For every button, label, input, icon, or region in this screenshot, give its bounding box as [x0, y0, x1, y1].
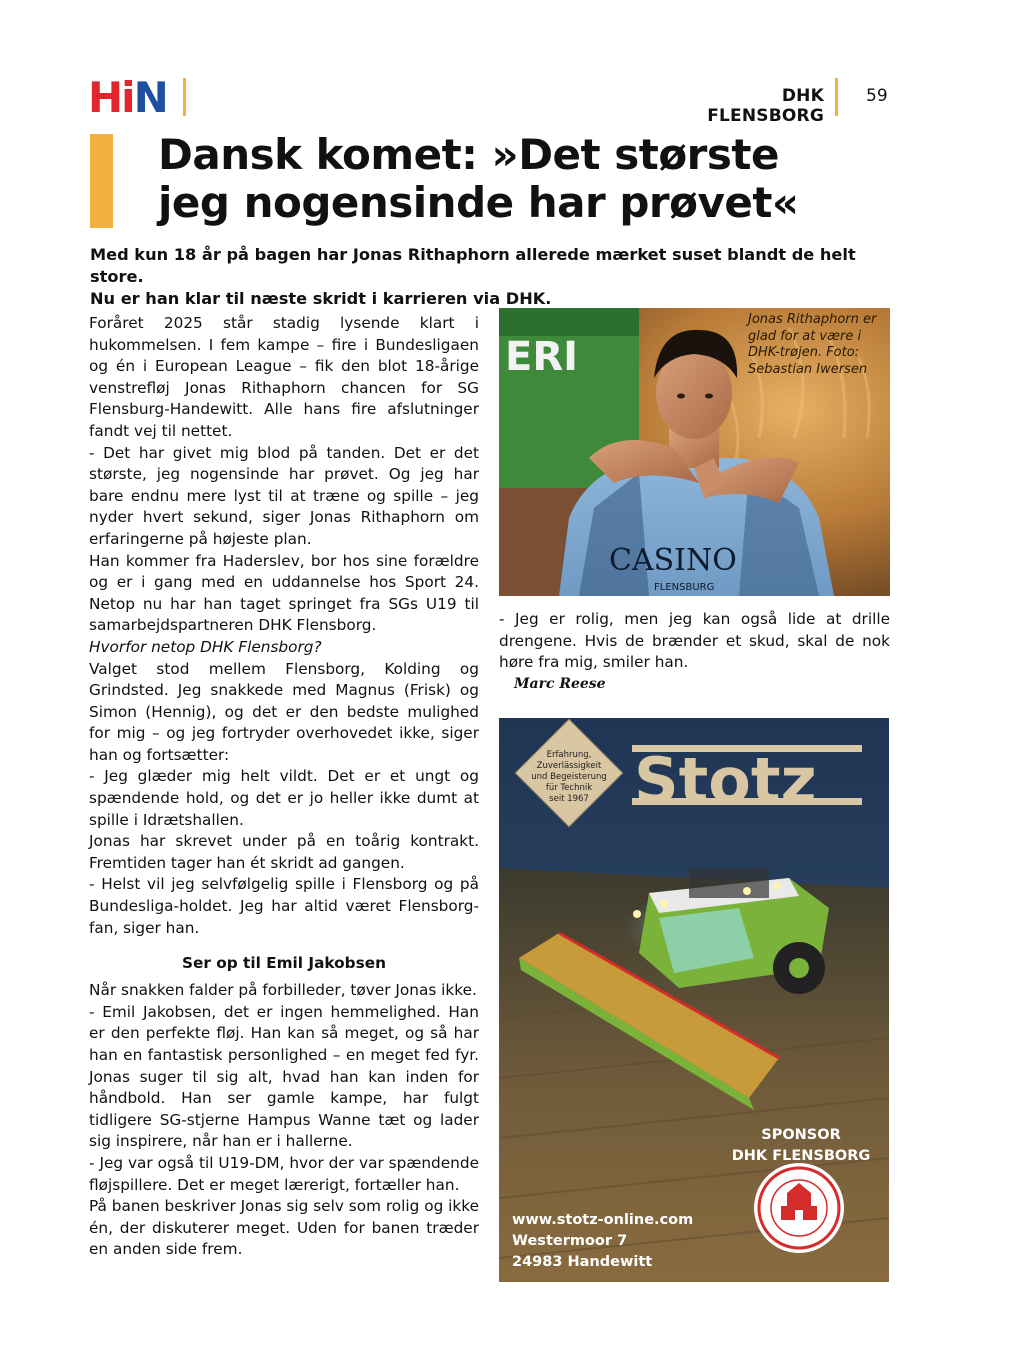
ad-website[interactable]: www.stotz-online.com — [512, 1212, 694, 1228]
shirt-subtext: FLENSBURG — [654, 582, 715, 593]
ad-sponsor-text: SPONSOR DHK FLENSBORG — [731, 1127, 871, 1164]
body-paragraph: - Det har givet mig blod på tanden. Det er det største, jeg nogensinde har prøvet. Og jeg har bare endnu mere lyst til at træne og spille – jeg nyder hvert sekund, siger Jonas Rithaphorn om erfaringerne på højeste plan. — [89, 443, 479, 548]
shirt-sponsor: CASINO — [609, 543, 737, 578]
magazine-logo — [88, 73, 167, 122]
byline: Marc Reese — [514, 676, 606, 692]
photo-caption: Jonas Rithaphorn er glad for at være i DHK-trøjen. Foto: Sebastian Iwersen — [748, 312, 877, 377]
body-paragraph: På banen beskriver Jonas sig selv som rolig og ikke én, der diskuterer meget. Uden for banen træder en anden side frem. — [89, 1197, 479, 1259]
headline-accent-bar — [90, 134, 113, 228]
headline-line-2: jeg nogensinde har prøvet« — [158, 178, 799, 227]
header-divider-left — [183, 78, 186, 116]
logo-letter-h: H — [88, 73, 122, 122]
logo-letter-n: N — [133, 73, 167, 122]
ad-diamond-badge-text: Erfahrung, Zuverlässigkeit und Begeisterung für Technik seit 1967 — [531, 750, 607, 804]
ad-city: 24983 Handewitt — [512, 1254, 653, 1270]
body-paragraph: Valget stod mellem Flensborg, Kolding og Grindsted. Jeg snakkede med Magnus (Frisk) og Simon (Hennig), og det er den bedste mulighed for mig – og jeg fortryder overhovedet ikke, siger han og fortsætter: — [89, 659, 479, 764]
body-paragraph: - Emil Jakobsen, det er ingen hemmelighed. Han er den perfekte fløj. Han kan så meget, og så har han en fantastisk personlighed – en meget fed fyr. Jonas suger til sig alt, hvad han kan inden for håndbold. Han ser gamle kampe, har fulgt tidligere SG-stjerne Hampus Wanne tæt og lader sig inspirere, når han er i hallerne. — [89, 1002, 479, 1151]
article-body-column — [89, 313, 479, 1261]
body-paragraph: Foråret 2025 står stadig lysende klart i hukommelsen. I fem kampe – fire i Bundesligaen og én i European League – fik den blot 18-årige venstrefløj Jonas Rithaphorn chancen for SG Flensburg-Handewitt. Alle hans fire afslutninger fandt vej til nettet. — [89, 314, 479, 440]
ad-contact-block — [512, 1210, 732, 1273]
body-paragraph: Han kommer fra Haderslev, bor hos sine forældre og er i gang med en uddannelse hos Sport 24. Netop nu har han taget springet fra SGs U19 til samarbejdspartneren DHK Flensborg. — [89, 551, 479, 635]
page-number: 59 — [866, 86, 888, 106]
ad-brand-logo: Stotz — [634, 744, 817, 817]
logo-letter-i: i — [121, 73, 134, 122]
lead-line-1: Med kun 18 år på bagen har Jonas Rithaphorn allerede mærket suset blandt de helt store. — [90, 245, 856, 286]
headline-line-1: Dansk komet: »Det største — [158, 130, 779, 179]
body-paragraph: - Jeg glæder mig helt vildt. Det er et ungt og spændende hold, og det er jo heller ikke dumt at spille i Idrætshallen. — [89, 767, 479, 829]
header-divider-right — [835, 78, 838, 116]
right-column-paragraph: - Jeg er rolig, men jeg kan også lide at drille drengene. Hvis de brænder et skud, skal de nok høre fra mig, smiler han. — [499, 610, 890, 672]
subheading: Ser op til Emil Jakobsen — [182, 954, 386, 973]
banner-text: ERI — [505, 334, 579, 380]
headline — [158, 131, 918, 227]
body-paragraph: - Helst vil jeg selvfølgelig spille i Flensborg og på Bundesliga-holdet. Jeg har altid været Flensborg-fan, siger han. — [89, 875, 479, 937]
section-name: DHK FLENSBORG — [707, 86, 824, 126]
lead-paragraph — [90, 244, 890, 310]
body-paragraph: Jonas har skrevet under på en toårig kontrakt. Fremtiden tager han ét skridt ad gangen. — [89, 832, 479, 872]
ad-street: Westermoor 7 — [512, 1233, 628, 1249]
lead-line-2: Nu er han klar til næste skridt i karrieren via DHK. — [90, 289, 552, 308]
body-paragraph: - Jeg var også til U19-DM, hvor der var spændende fløjspillere. Det er meget lærerigt, fortæller han. — [89, 1153, 479, 1194]
body-question: Hvorfor netop DHK Flensborg? — [89, 637, 322, 656]
body-paragraph: Når snakken falder på forbilleder, tøver Jonas ikke. — [89, 981, 477, 1000]
